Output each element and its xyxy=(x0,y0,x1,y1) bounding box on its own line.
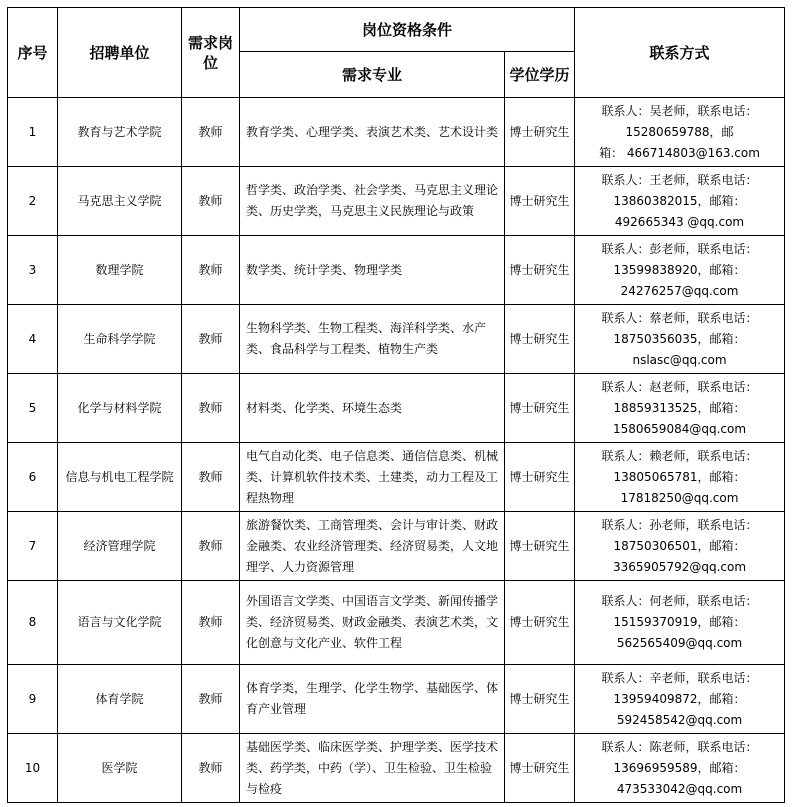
table-row xyxy=(8,236,785,305)
recruitment-table xyxy=(7,7,785,803)
table-body xyxy=(8,98,785,803)
table-row xyxy=(8,734,785,803)
row-position: 教师 xyxy=(182,236,240,305)
row-degree: 博士研究生 xyxy=(505,734,575,803)
table-row xyxy=(8,581,785,665)
row-contact xyxy=(575,734,785,803)
row-seq: 6 xyxy=(8,443,58,512)
contact-line: 联系人：彭老师，联系电话： xyxy=(601,241,758,256)
contact-line: 13599838920，邮箱： xyxy=(613,262,746,277)
row-unit: 语言与文化学院 xyxy=(58,581,182,665)
contact-line: 592458542@qq.com xyxy=(616,712,743,727)
row-unit: 经济管理学院 xyxy=(58,512,182,581)
row-major: 基础医学类、临床医学类、护理学类、医学技术类、药学类，中药（学）、卫生检验、卫生检验与检疫 xyxy=(240,734,505,803)
contact-line: 联系人：陈老师，联系电话： xyxy=(601,739,758,754)
row-position: 教师 xyxy=(182,374,240,443)
row-degree: 博士研究生 xyxy=(505,581,575,665)
row-position: 教师 xyxy=(182,305,240,374)
row-contact xyxy=(575,305,785,374)
table-row xyxy=(8,443,785,512)
contact-line: 473533042@qq.com xyxy=(616,781,743,796)
contact-line: nslasc@qq.com xyxy=(632,352,727,367)
contact-line: 15280659788，邮 xyxy=(625,124,734,139)
row-degree: 博士研究生 xyxy=(505,512,575,581)
contact-line: 联系人：蔡老师，联系电话： xyxy=(601,310,758,325)
contact-line: 箱： 466714803@163.com xyxy=(599,145,760,160)
row-seq: 4 xyxy=(8,305,58,374)
row-major: 教育学类、心理学类、表演艺术类、艺术设计类 xyxy=(240,98,505,167)
row-major: 数学类、统计学类、物理学类 xyxy=(240,236,505,305)
row-seq: 5 xyxy=(8,374,58,443)
table-row xyxy=(8,98,785,167)
table-row xyxy=(8,374,785,443)
row-position: 教师 xyxy=(182,443,240,512)
contact-line: 联系人：何老师，联系电话： xyxy=(601,594,758,608)
row-degree: 博士研究生 xyxy=(505,305,575,374)
row-unit: 化学与材料学院 xyxy=(58,374,182,443)
contact-line: 18750306501，邮箱： xyxy=(613,538,746,553)
header-degree: 学位学历 xyxy=(505,52,575,98)
contact-line: 13805065781，邮箱： xyxy=(613,469,746,484)
row-seq: 7 xyxy=(8,512,58,581)
row-degree: 博士研究生 xyxy=(505,443,575,512)
row-major: 生物科学类、生物工程类、海洋科学类、水产类、食品科学与工程类、植物生产类 xyxy=(240,305,505,374)
contact-line: 联系人：赵老师，联系电话： xyxy=(601,379,758,394)
row-unit: 马克思主义学院 xyxy=(58,167,182,236)
table-row xyxy=(8,305,785,374)
contact-line: 562565409@qq.com xyxy=(616,636,743,650)
contact-line: 联系人：辛老师，联系电话： xyxy=(601,670,758,685)
row-position: 教师 xyxy=(182,665,240,734)
contact-line: 18750356035，邮箱： xyxy=(613,331,746,346)
row-degree: 博士研究生 xyxy=(505,665,575,734)
recruitment-table-container xyxy=(7,7,785,803)
row-position: 教师 xyxy=(182,167,240,236)
row-unit: 医学院 xyxy=(58,734,182,803)
contact-line: 17818250@qq.com xyxy=(620,490,739,505)
row-seq: 3 xyxy=(8,236,58,305)
contact-line: 3365905792@qq.com xyxy=(613,559,747,574)
header-qualification: 岗位资格条件 xyxy=(240,8,575,52)
table-row xyxy=(8,512,785,581)
row-contact xyxy=(575,581,785,665)
row-unit: 体育学院 xyxy=(58,665,182,734)
contact-line: 492665343 @qq.com xyxy=(614,214,745,229)
row-unit: 生命科学学院 xyxy=(58,305,182,374)
contact-line: 13696959589，邮箱： xyxy=(613,760,746,775)
contact-line: 1580659084@qq.com xyxy=(613,421,747,436)
row-major: 旅游餐饮类、工商管理类、会计与审计类、财政金融类、农业经济管理类、经济贸易类，人文地理学、人力资源管理 xyxy=(240,512,505,581)
row-unit: 信息与机电工程学院 xyxy=(58,443,182,512)
row-unit: 教育与艺术学院 xyxy=(58,98,182,167)
contact-line: 15159370919，邮箱： xyxy=(613,615,746,629)
row-position: 教师 xyxy=(182,734,240,803)
row-position: 教师 xyxy=(182,512,240,581)
row-seq: 9 xyxy=(8,665,58,734)
row-contact xyxy=(575,665,785,734)
contact-line: 13860382015，邮箱： xyxy=(613,193,746,208)
contact-line: 13959409872，邮箱： xyxy=(613,691,746,706)
contact-line: 联系人：孙老师，联系电话： xyxy=(601,517,758,532)
row-contact xyxy=(575,167,785,236)
row-contact xyxy=(575,374,785,443)
row-position: 教师 xyxy=(182,98,240,167)
header-unit: 招聘单位 xyxy=(58,8,182,98)
row-degree: 博士研究生 xyxy=(505,98,575,167)
row-major: 电气自动化类、电子信息类、通信信息类、机械类、计算机软件技术类、土建类，动力工程及工程热物理 xyxy=(240,443,505,512)
header-position: 需求岗位 xyxy=(182,8,240,98)
row-seq: 2 xyxy=(8,167,58,236)
row-seq: 8 xyxy=(8,581,58,665)
row-contact xyxy=(575,98,785,167)
contact-line: 联系人：赖老师，联系电话： xyxy=(601,448,758,463)
row-unit: 数理学院 xyxy=(58,236,182,305)
row-major: 材料类、化学类、环境生态类 xyxy=(240,374,505,443)
row-position: 教师 xyxy=(182,581,240,665)
contact-line: 联系人：吴老师，联系电话： xyxy=(601,103,758,118)
contact-line: 18859313525，邮箱： xyxy=(613,400,746,415)
row-major: 外国语言文学类、中国语言文学类、新闻传播学类、经济贸易类、财政金融类、表演艺术类，文化创意与文化产业、软件工程 xyxy=(240,581,505,665)
row-major: 哲学类、政治学类、社会学类、马克思主义理论类、历史学类，马克思主义民族理论与政策 xyxy=(240,167,505,236)
row-contact xyxy=(575,236,785,305)
row-degree: 博士研究生 xyxy=(505,167,575,236)
header-seq: 序号 xyxy=(8,8,58,98)
contact-line: 24276257@qq.com xyxy=(620,283,739,298)
table-row xyxy=(8,665,785,734)
header-contact: 联系方式 xyxy=(575,8,785,98)
table-row xyxy=(8,167,785,236)
row-seq: 10 xyxy=(8,734,58,803)
header-major: 需求专业 xyxy=(240,52,505,98)
row-seq: 1 xyxy=(8,98,58,167)
row-degree: 博士研究生 xyxy=(505,236,575,305)
row-major: 体育学类，生理学、化学生物学、基础医学、体育产业管理 xyxy=(240,665,505,734)
contact-line: 联系人：王老师，联系电话： xyxy=(601,172,758,187)
row-contact xyxy=(575,512,785,581)
row-degree: 博士研究生 xyxy=(505,374,575,443)
row-contact xyxy=(575,443,785,512)
